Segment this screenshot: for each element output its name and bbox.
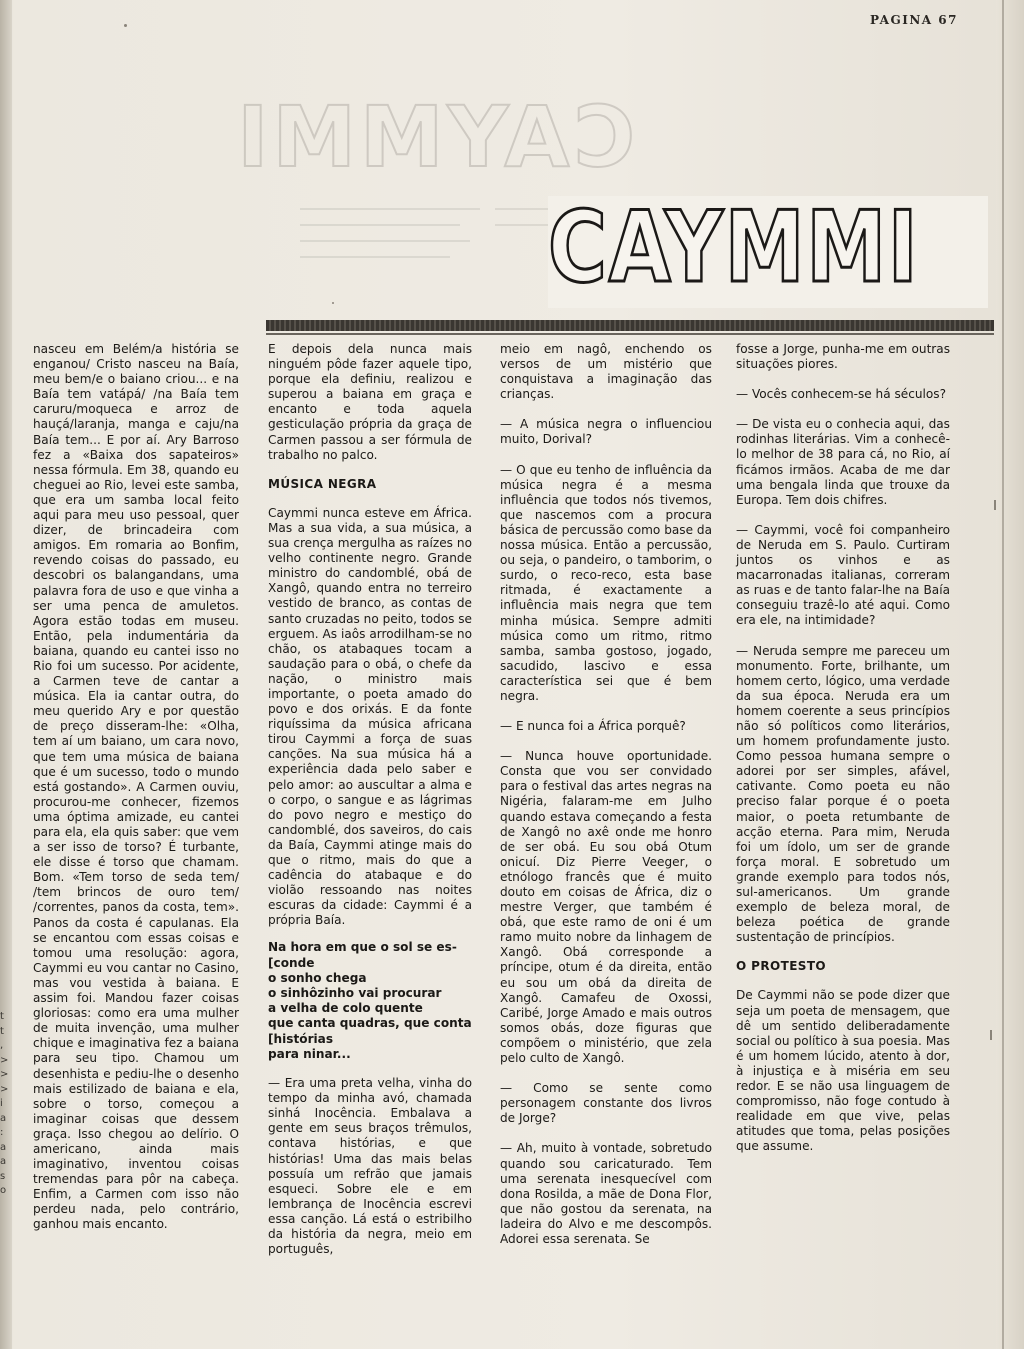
page-number: PAGINA 67 — [870, 13, 958, 27]
article-title: CAYMMI — [548, 191, 920, 305]
text-column-4 — [736, 342, 950, 1155]
paragraph: meio em nagô, enchendo os versos de um mistério que conquistava a imaginação das crianças. — [500, 342, 712, 402]
interview-answer: — Nunca houve oportunidade. Consta que vou ser convidado para o festival das artes negras na Nigéria, falaram-me em Julho quando estava começando a festa de Xangô no axê onde me honro de ser obá. Eu sou obá Otum onicuí. Diz Pierre Veeger, o etnólogo francês que é muito douto em coisas de África, diz o mestre Verger, que também é obá, que este ramo de oni é um ramo muito nobre da linhagem de Xangô. Obá corresponde a príncipe, otum é da direita, então eu sou um obá da direita de Xangô. Camafeu de Oxossi, Caribé, Jorge Amado e mais outros somos obás, doze figuras que compõem o ministério, que zela pelo culto de Xangô. — [500, 749, 712, 1066]
interview-answer: — Ah, muito à vontade, sobretudo quando sou caricaturado. Tem uma serenata inesquecível com dona Rosilda, a mãe de Dona Flor, que não gostou da serenata, na ladeira do Alvo e me descompôs. Adorei essa serenata. Se — [500, 1141, 712, 1246]
title-rule-thin — [266, 333, 994, 335]
page-right-edge — [996, 0, 1024, 1349]
interview-question: — A música negra o influenciou muito, Dorival? — [500, 417, 712, 447]
interview-question: — Vocês conhecem-se há séculos? — [736, 387, 946, 402]
text-column-1 — [33, 342, 239, 1233]
interview-question: — Como se sente como personagem constante dos livros de Jorge? — [500, 1081, 712, 1126]
interview-answer: — De vista eu o conhecia aqui, das rodinhas literárias. Vim a conhecê-lo melhor de 38 para cá, no Rio, aí ficámos irmãos. Acaba de me dar uma bengala linda que trouxe da Europa. Tem dois chifres. — [736, 417, 950, 507]
paper-speck — [990, 1030, 992, 1040]
song-lyrics: Na hora em que o sol se es- [conde o sonho chega o sinhôzinho vai procurar a velha de colo quente que canta quadras, que conta [histórias para ninar... — [268, 940, 472, 1061]
paper-speck — [994, 500, 996, 510]
paper-speck — [332, 302, 334, 304]
paragraph: E depois dela nunca mais ninguém pôde fazer aquele tipo, porque ela definiu, realizou e superou a baiana em graça e encanto e toda aquela gesticulação própria da graça de Carmen passou a ser fórmula de trabalho no palco. — [268, 342, 472, 462]
section-heading-musica-negra: MÚSICA NEGRA — [268, 476, 377, 491]
paragraph: fosse a Jorge, punha-me em outras situações piores. — [736, 342, 950, 372]
show-through-title: CAYMMI — [233, 88, 635, 186]
section-heading-protesto: O PROTESTO — [736, 959, 827, 974]
interview-question: — E nunca foi a África porquê? — [500, 719, 686, 734]
paragraph: De Caymmi não se pode dizer que seja um poeta de mensagem, que dê um sentido deliberadamente social ou político à sua poesia. Mas é um homem lúcido, atento à dor, à injustiça e à miséria em seu redor. E se não usa linguagem de compromisso, não foge contudo à realidade em que vive, pelas atitudes que toma, pelas posições que assume. — [736, 988, 950, 1154]
paragraph: — Era uma preta velha, vinha do tempo da minha avó, chamada sinhá Inocência. Embalava a gente em seus braços trêmulos, contava histórias, e que histórias! Uma das mais belas possuía um refrão que jamais esqueci. Sobre ele e em lembrança de Inocência escrevi essa canção. Lá está o estribilho da história da negra, meio em português, — [268, 1076, 472, 1257]
paragraph: Caymmi nunca esteve em África. Mas a sua vida, a sua música, a sua crença mergulha as raízes no velho continente negro. Grande ministro do candomblé, obá de Xangô, quando entra no terreiro vestido de branco, as contas de santo cruzadas no peito, todos se erguem. As iaôs arrodilham-se no chão, os atabaques tocam a saudação para o obá, o chefe da nação, o ministro mais importante, o poeta amado do povo e dos orixás. E da fonte riquíssima da música africana tirou Caymmi a força de suas canções. Na sua música há a experiência dada pelo saber e pelo amor: ao auscultar a alma e o corpo, o sangue e as lágrimas do povo negro e mestiço do candomblé, dos saveiros, do cais da Baía, Caymmi atinge mais do que o ritmo, mais do que a cadência do atabaque e do violão ressoando nas noites escuras da cidade: Caymmi é a própria Baía. — [268, 505, 472, 928]
margin-bleed-letters: t t , > > > i a : a a s o — [0, 1011, 9, 1196]
text-column-2 — [268, 342, 472, 1257]
paragraph: nasceu em Belém/a história se enganou/ Cristo nasceu na Baía, meu bem/e o baiano criou... e na Baía tem vatápá/ /na Baía tem caruru/moqueca e arroz de hauçá/laranja, manga e caju/na Baía tem... E por aí. Ary Barroso fez a «Baixa dos sapateiros» nessa fórmula. Em 38, quando eu cheguei ao Rio, levei este samba, que era um samba local feito aqui para meu uso pessoal, quer dizer, de brincadeira com amigos. Em romaria ao Bonfim, revendo coisas do passado, eu descobri os balangandans, uma palavra fora de uso e que vinha a ser uma penca de amuletos. Agora estão todas em museu. Então, pela indumentária da baiana, quando eu cantei isso no Rio foi um sucesso. Por acidente, a Carmen teve de cantar a música. Ela ia cantar outra, do meu querido Ary e por questão de preço disseram-lhe: «Olha, tem aí um baiano, um cara novo, que tem uma música de baiana que é um sucesso, todo o mundo está gostando». A Carmen ouviu, procurou-me conhecer, fizemos uma óptima amizade, eu cantei para ela, ela quis saber: que vem a ser isso de torso? É turbante, ele disse é torso que chamam. Bom. «Tem torso de seda tem/ /tem brincos de ouro tem/ /correntes, panos da costa, tem». Panos da costa é capulanas. Ela se encantou com essas coisas e tomou uma resolução: agora, Caymmi eu vou cantar no Casino, mas vou vestida à baiana. E assim foi. Mandou fazer coisas gloriosas: como era uma mulher de muita invenção, uma mulher chique e imaginativa fez a baiana para seu tipo. Chamou um desenhista e pediu-lhe o desenho mais estilizado de baiana e ela, sobre o torso, começou a imaginar coisas que dessem graça. Isso chegou ao delírio. O americano, ainda mais imaginativo, inventou coisas tremendas para pôr na cabeça. Enfim, a Carmen com isso não perdeu nada, pelo contrário, ganhou mais encanto. — [33, 342, 239, 1232]
interview-answer: — Neruda sempre me pareceu um monumento. Forte, brilhante, um homem certo, lógico, uma verdade da sua época. Neruda era um homem coerente a seus princípios não só políticos como literários, um homem profundamente justo. Como pessoa humana sempre o adorei por ser simples, afável, cativante. Como poeta eu não preciso falar porque é o poeta maior, o poeta retumbante de acção eterna. Para mim, Neruda foi um ídolo, um ser de grande força moral. E sobretudo um grande exemplo para todos nós, sul-americanos. Um grande exemplo de beleza moral, de beleza poética de grande sustentação de princípios. — [736, 643, 950, 945]
text-column-3 — [500, 342, 712, 1247]
paper-speck — [124, 24, 127, 27]
interview-answer: — O que eu tenho de influência da música negra é a mesma influência que todos nós tivemos, que nascemos com a procura básica de percussão como base da nossa música. Então a percussão, ou seja, o pandeiro, o tamborim, o surdo, o reco-reco, esta base ritmada, é exactamente a influência mais negra que tem minha música. Sempre admiti música como um ritmo, ritmo samba, samba gostoso, jogado, sacudido, lascivo e essa característica sei que é bem negra. — [500, 462, 712, 703]
interview-question: — Caymmi, você foi companheiro de Neruda em S. Paulo. Curtiram juntos os vinhos e as macarronadas italianas, correram as ruas e de tanto falar-lhe na Baía conseguiu trazê-lo até aqui. Como era ele, na intimidade? — [736, 522, 950, 628]
title-rule — [266, 320, 994, 331]
